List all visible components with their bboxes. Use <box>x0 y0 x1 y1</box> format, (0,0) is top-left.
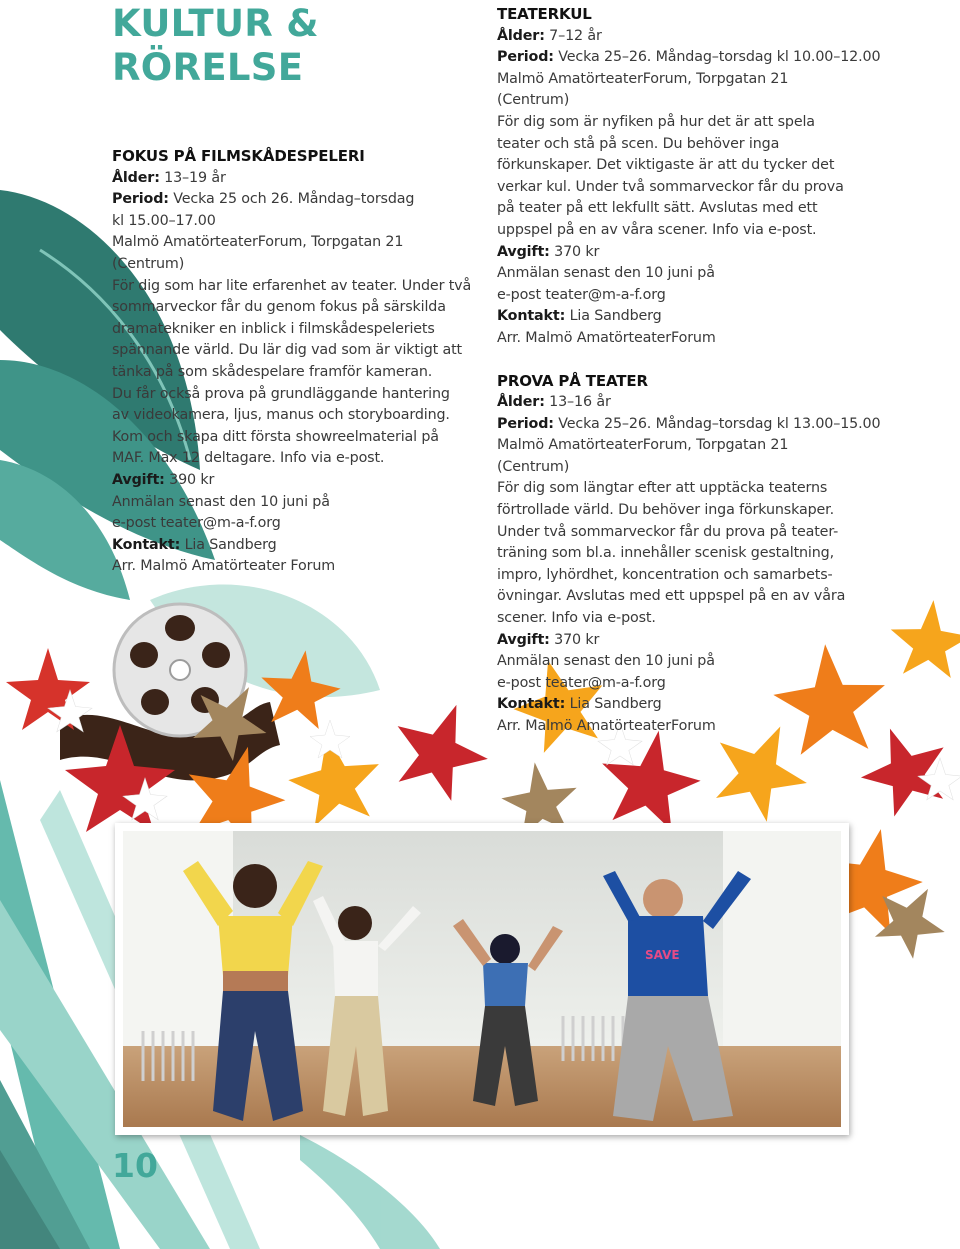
course-age <box>112 168 482 190</box>
course-description-line: tänka på som skådespelare framför kameran. <box>112 363 433 380</box>
course-venue-line: (Centrum) <box>497 458 570 475</box>
course-signup-line: Anmälan senast den 10 juni på <box>112 493 330 510</box>
course-period <box>497 47 881 69</box>
course-description-line: uppspel på en av våra scener. Info via e-post. <box>497 221 817 238</box>
page-title-line: KULTUR & <box>112 2 319 45</box>
course-description-line: För dig som har lite erfarenhet av teater. Under två <box>112 277 472 294</box>
course-signup-email[interactable]: e-post teater@m-a-f.org <box>112 515 281 532</box>
page-title-line: RÖRELSE <box>112 46 304 89</box>
period-value: Vecka 25 och 26. Måndag–torsdag <box>168 191 415 208</box>
page-number: 10 <box>112 1146 158 1185</box>
course-description-line: förkunskaper. Det viktigaste är att du tycker det <box>497 157 835 174</box>
fee-label: Avgift: <box>497 631 550 648</box>
dance-photo <box>123 831 841 1127</box>
course-description-line: av videokamera, ljus, manus och storyboarding. <box>112 407 450 424</box>
contact-value: Lia Sandberg <box>180 536 277 553</box>
course-description-line: För dig som är nyfiken på hur det är att spela <box>497 113 815 130</box>
course-venue-line: Malmö AmatörteaterForum, Torpgatan 21 <box>112 234 404 251</box>
course-description-line: spännande värld. Du lär dig vad som är viktigt att <box>112 342 462 359</box>
course-description-line: Du får också prova på grundläggande hantering <box>112 385 450 402</box>
course-description-line: på teater på ett lekfullt sätt. Avslutas med ett <box>497 200 818 217</box>
course-description-line: dramatekniker en inblick i filmskådespeleriets <box>112 320 435 337</box>
age-label: Ålder: <box>112 169 160 186</box>
course-period <box>497 414 881 436</box>
course-fee <box>112 470 482 492</box>
age-label: Ålder: <box>497 27 545 44</box>
photo-frame <box>115 823 849 1135</box>
period-label: Period: <box>497 49 554 66</box>
course-signup-email[interactable]: e-post teater@m-a-f.org <box>497 674 666 691</box>
age-value: 7–12 år <box>544 27 602 44</box>
course-description-line: scener. Info via e-post. <box>497 610 656 627</box>
course-contact <box>497 694 867 716</box>
course-age <box>497 26 867 48</box>
course-venue-line: (Centrum) <box>497 92 570 109</box>
course-description-line: förtrollade värld. Du behöver inga förkunskaper. <box>497 502 834 519</box>
fee-value: 370 kr <box>549 631 600 648</box>
course-fee <box>497 242 867 264</box>
age-value: 13–19 år <box>159 169 226 186</box>
svg-text:SAVE: SAVE <box>645 948 680 962</box>
course-signup-line: Anmälan senast den 10 juni på <box>497 653 715 670</box>
course-fee <box>497 630 867 652</box>
course-description-line: träning som bl.a. innehåller scenisk gestaltning, <box>497 545 834 562</box>
course-description-line: MAF. Max 12 deltagare. Info via e-post. <box>112 450 385 467</box>
course-signup-line: Anmälan senast den 10 juni på <box>497 265 715 282</box>
dance-photo-illustration <box>123 831 841 1127</box>
fee-value: 390 kr <box>164 471 215 488</box>
contact-value: Lia Sandberg <box>565 696 662 713</box>
course-venue-line: Malmö AmatörteaterForum, Torpgatan 21 <box>497 70 789 87</box>
contact-label: Kontakt: <box>497 696 566 713</box>
course-teaterkul <box>497 4 881 350</box>
course-age <box>497 392 867 414</box>
course-description-line: sommarveckor får du genom fokus på särskilda <box>112 299 446 316</box>
course-time: kl 15.00–17.00 <box>112 212 216 229</box>
course-description-line: För dig som längtar efter att upptäcka teaterns <box>497 480 828 497</box>
contact-value: Lia Sandberg <box>565 308 662 325</box>
course-contact <box>112 535 482 557</box>
course-organizer: Arr. Malmö AmatörteaterForum <box>497 329 716 346</box>
fee-value: 370 kr <box>549 243 600 260</box>
contact-label: Kontakt: <box>112 536 181 553</box>
course-contact <box>497 306 867 328</box>
course-description-line: impro, lyhördhet, koncentration och samarbets- <box>497 566 833 583</box>
course-heading: FOKUS PÅ FILMSKÅDESPELERI <box>112 147 365 165</box>
course-period <box>112 189 482 211</box>
course-description-line: Under två sommarveckor får du prova på teater- <box>497 523 839 540</box>
course-heading: PROVA PÅ TEATER <box>497 371 648 390</box>
age-value: 13–16 år <box>544 394 611 411</box>
section-spacer <box>497 350 867 371</box>
course-venue-line: (Centrum) <box>112 255 185 272</box>
course-organizer: Arr. Malmö AmatörteaterForum <box>497 718 716 734</box>
course-venue-line: Malmö AmatörteaterForum, Torpgatan 21 <box>497 437 789 454</box>
age-label: Ålder: <box>497 394 545 411</box>
course-heading: TEATERKUL <box>497 5 592 23</box>
course-fokus-filmskadespeleri <box>112 146 482 578</box>
fee-label: Avgift: <box>497 243 550 260</box>
period-label: Period: <box>112 191 169 208</box>
contact-label: Kontakt: <box>497 308 566 325</box>
period-value: Vecka 25–26. Måndag–torsdag kl 13.00–15.00 <box>553 415 881 432</box>
course-description-line: teater och stå på scen. Du behöver inga <box>497 135 780 152</box>
page-title <box>112 2 319 90</box>
course-description-line: Kom och skapa ditt första showreelmaterial på <box>112 428 439 445</box>
course-prova-pa-teater <box>497 371 881 738</box>
right-column <box>497 4 881 738</box>
period-value: Vecka 25–26. Måndag–torsdag kl 10.00–12.00 <box>553 49 881 66</box>
course-organizer: Arr. Malmö Amatörteater Forum <box>112 558 336 575</box>
course-description-line: övningar. Avslutas med ett uppspel på en av våra <box>497 588 846 605</box>
course-description-line: verkar kul. Under två sommarveckor får du prova <box>497 178 844 195</box>
period-label: Period: <box>497 415 554 432</box>
course-signup-email[interactable]: e-post teater@m-a-f.org <box>497 286 666 303</box>
fee-label: Avgift: <box>112 471 165 488</box>
